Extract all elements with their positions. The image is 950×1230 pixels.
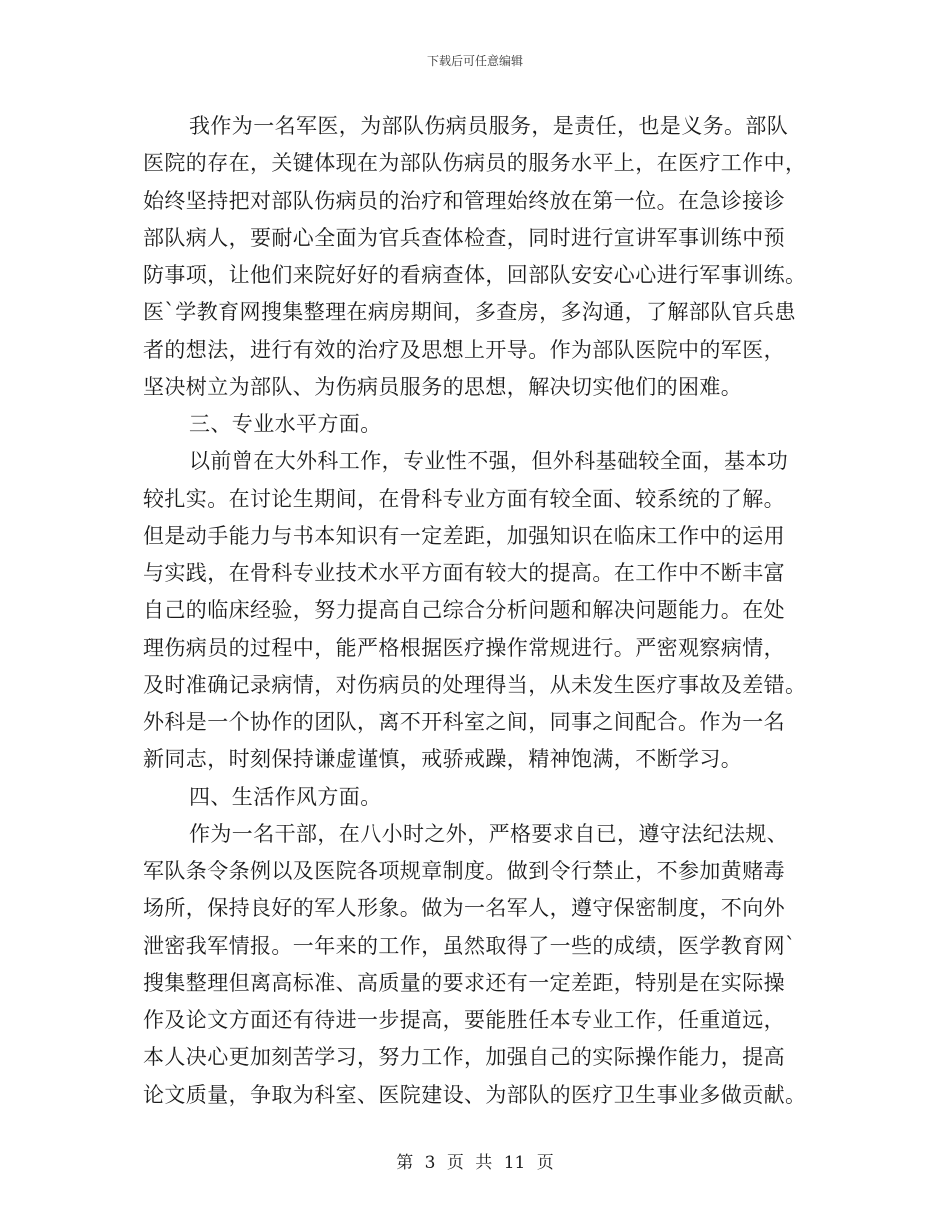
text-line: 场所，保持良好的军人形象。做为一名军人，遵守保密制度，不向外 [143,896,785,921]
text-line: 外科是一个协作的团队，离不开科室之间，同事之间配合。作为一名 [143,710,785,734]
text-line: 部队病人，要耐心全面为官兵查体检查，同时进行宣讲军事训练中预 [143,225,785,250]
text-line: 但是动手能力与书本知识有一定差距，加强知识在临床工作中的运用 [143,523,785,548]
page-header-note: 下载后可任意编辑 [426,54,523,68]
text-line: 自己的临床经验，努力提高自己综合分析问题和解决问题能力。在处 [143,598,785,623]
page-number-footer: 第 3 页 共 11 页 [396,1153,554,1173]
section-heading: 三、专业水平方面。 [189,412,382,436]
section-heading: 四、生活作风方面。 [189,784,382,809]
text-line: 我作为一名军医，为部队伤病员服务，是责任，也是义务。部队 [189,114,789,138]
text-line: 泄密我军情报。一年来的工作，虽然取得了一些的成绩，医学教育网` [143,933,796,958]
text-line: 医院的存在，关键体现在为部队伤病员的服务水平上，在医疗工作中， [143,151,807,176]
text-line: 搜集整理但离高标准、高质量的要求还有一定差距，特别是在实际操 [143,970,785,995]
text-line: 及时准确记录病情，对伤病员的处理得当，从未发生医疗事故及差错。 [143,672,807,697]
text-line: 作为一名干部，在八小时之外，严格要求自已，遵守法纪法规、 [189,821,789,846]
text-line: 与实践，在骨科专业技术水平方面有较大的提高。在工作中不断丰富 [143,561,785,585]
text-line: 较扎实。在讨论生期间，在骨科专业方面有较全面、较系统的了解。 [143,486,785,511]
text-line: 防事项，让他们来院好好的看病查体，回部队安安心心进行军事训练。 [143,263,807,287]
text-line: 理伤病员的过程中，能严格根据医疗操作常规进行。严密观察病情， [143,635,785,660]
text-line: 作及论文方面还有待进一步提高，要能胜任本专业工作，任重道远， [143,1008,785,1032]
text-line: 军队条令条例以及医院各项规章制度。做到令行禁止，不参加黄赌毒 [143,859,785,883]
text-line: 新同志，时刻保持谦虚谨慎，戒骄戒躁，精神饱满，不断学习。 [143,747,743,772]
text-line: 本人决心更加刻苦学习，努力工作，加强自己的实际操作能力，提高 [143,1045,785,1070]
text-line: 以前曾在大外科工作，专业性不强，但外科基础较全面，基本功 [189,449,789,474]
text-line: 始终坚持把对部队伤病员的治疗和管理始终放在第一位。在急诊接诊 [143,188,785,213]
text-line: 坚决树立为部队、为伤病员服务的思想，解决切实他们的困难。 [143,374,743,399]
text-line: 医`学教育网搜集整理在病房期间，多查房，多沟通，了解部队官兵患 [143,300,796,325]
text-line: 者的想法，进行有效的治疗及思想上开导。作为部队医院中的军医， [143,337,785,362]
document-body [143,108,815,1114]
text-line: 论文质量，争取为科室、医院建设、为部队的医疗卫生事业多做贡献。 [143,1082,807,1107]
